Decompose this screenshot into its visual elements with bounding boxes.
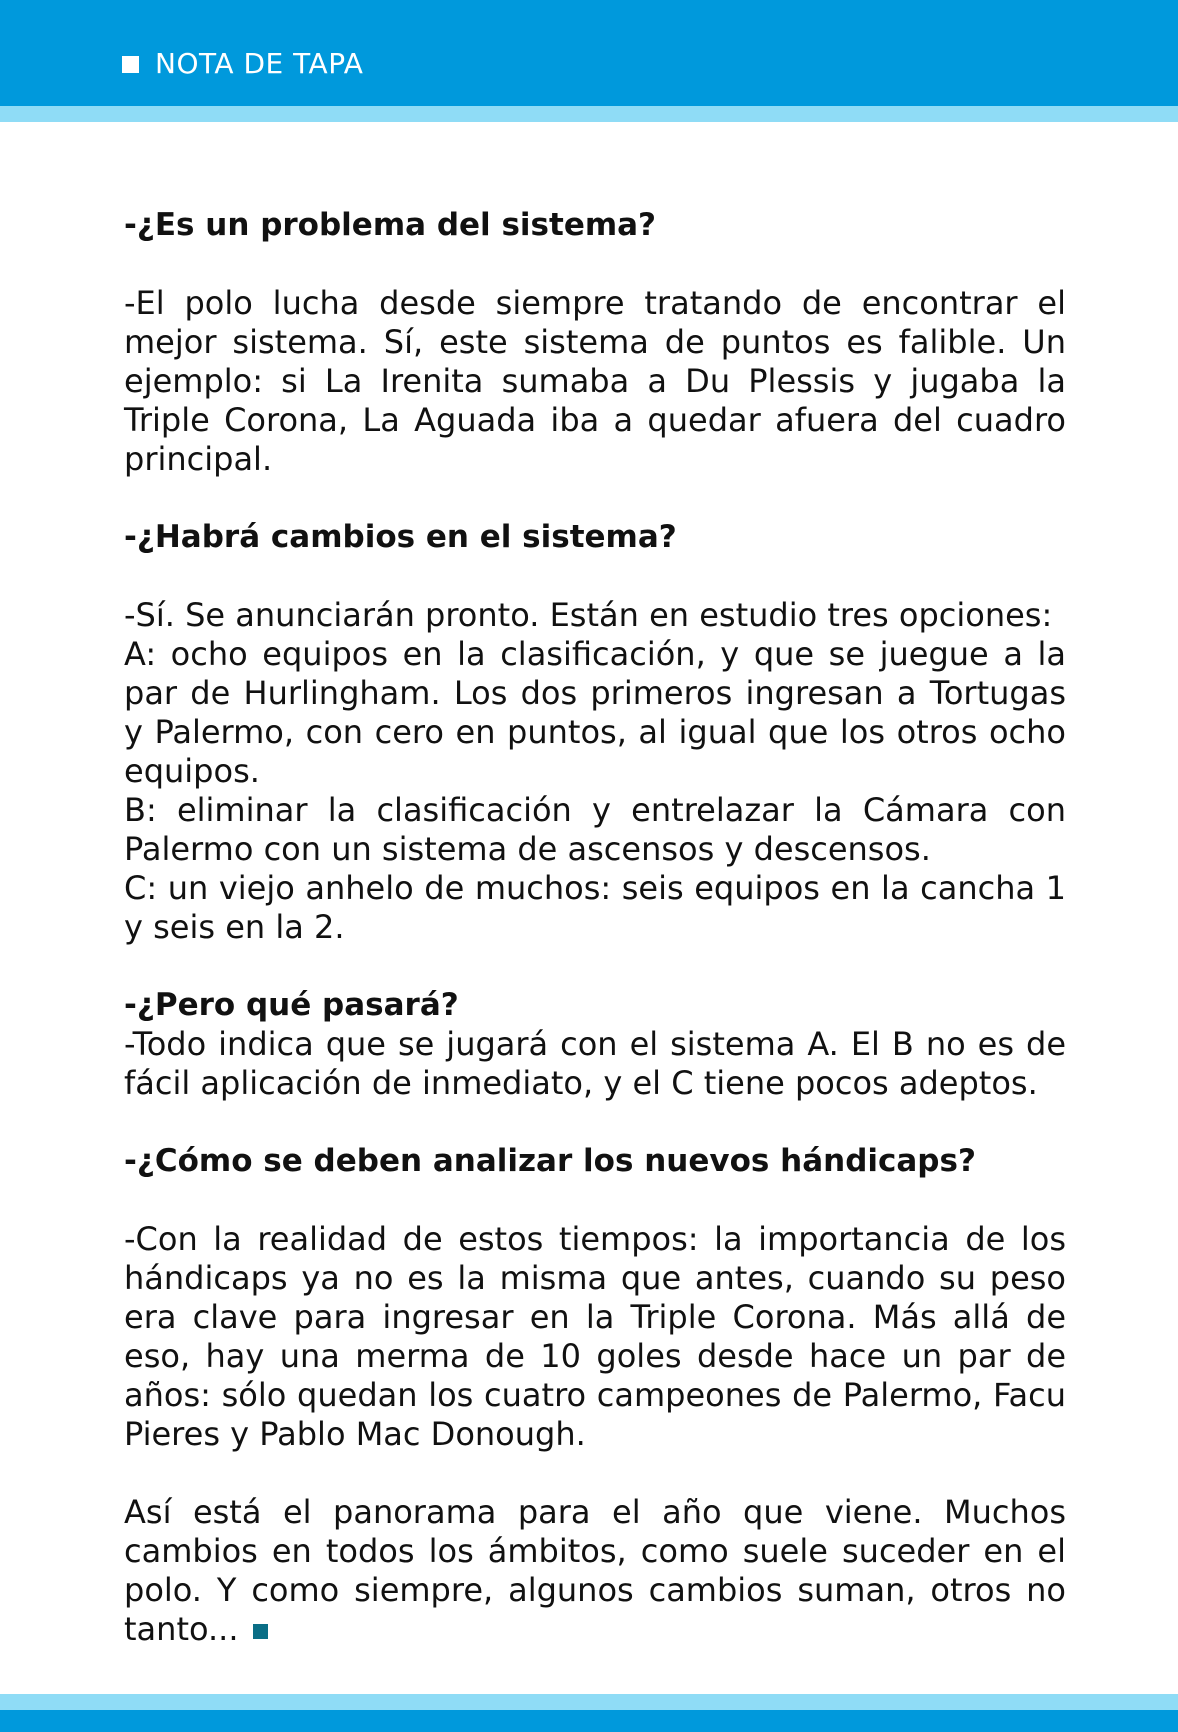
section-label (122, 47, 364, 80)
answer-2-option-b: B: eliminar la clasificación y entrelazar la Cámara con Palermo con un sistema de ascensos y descensos. (124, 791, 1066, 868)
answer-2-option-c: C: un viejo anhelo de muchos: seis equipos en la cancha 1 y seis en la 2. (124, 869, 1066, 946)
closing-last-line (124, 1610, 1066, 1649)
header-stripe (0, 106, 1178, 122)
footer-stripe (0, 1694, 1178, 1710)
end-square-icon (253, 1624, 268, 1639)
answer-2-option-a: A: ocho equipos en la clasificación, y que se juegue a la par de Hurlingham. Los dos primeros ingresan a Tortugas y Palermo, con cero en puntos, al igual que los otros ocho equipos. (124, 635, 1066, 790)
question-4: -¿Cómo se deben analizar los nuevos hándicaps? (124, 1143, 976, 1179)
answer-2-intro: -Sí. Se anunciarán pronto. Están en estudio tres opciones: (124, 596, 1053, 634)
section-title: NOTA DE TAPA (155, 47, 364, 80)
footer-band (0, 1710, 1178, 1732)
answer-1: -El polo lucha desde siempre tratando de encontrar el mejor sistema. Sí, este sistema de puntos es falible. Un ejemplo: si La Irenita sumaba a Du Plessis y jugaba la Triple Corona, La Aguada iba a quedar afuera del cuadro principal. (124, 284, 1066, 478)
closing-paragraph: Así está el panorama para el año que viene. Muchos cambios en todos los ámbitos, como suele suceder en el polo. Y como siempre, algunos cambios suman, otros no (124, 1493, 1066, 1609)
article-body (124, 206, 1066, 1649)
closing-last-text: tanto... (124, 1610, 239, 1648)
question-3: -¿Pero qué pasará? (124, 987, 459, 1023)
answer-4: -Con la realidad de estos tiempos: la importancia de los hándicaps ya no es la misma que antes, cuando su peso era clave para ingresar en la Triple Corona. Más allá de eso, hay una merma de 10 goles desde hace un par de años: sólo quedan los cuatro campeones de Palermo, Facu Pieres y Pablo Mac Donough. (124, 1220, 1066, 1453)
answer-3: -Todo indica que se jugará con el sistema A. El B no es de fácil aplicación de inmediato, y el C tiene pocos adeptos. (124, 1025, 1066, 1102)
question-2: -¿Habrá cambios en el sistema? (124, 519, 677, 555)
square-bullet-icon (122, 56, 139, 73)
question-1: -¿Es un problema del sistema? (124, 207, 657, 243)
